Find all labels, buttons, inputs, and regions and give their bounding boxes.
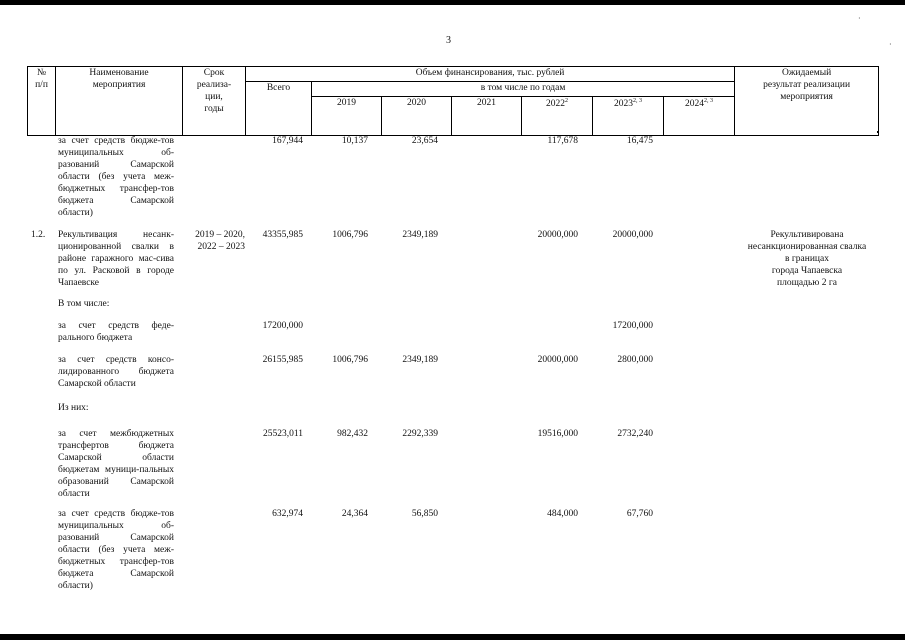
row-description: за счет средств бюдже-тов муниципальных об-разований Самарской области (без учета меж-бюджетных трансфер-тов бюджета Самарской области) [58, 136, 174, 218]
scan-speck: · [858, 14, 861, 23]
row-description: за счет средств феде-рального бюджета [58, 321, 174, 343]
header-year-2019: 2019 [312, 96, 382, 135]
cell-expected-result: Рекультивирована несанкционированная свалка в границах города Чапаевска площадью 2 га [747, 230, 867, 288]
row-description: за счет средств консо-лидированного бюджета Самарской области [58, 355, 174, 389]
page-number: 3 [446, 35, 451, 46]
column-line [877, 131, 878, 133]
header-year-2023: 2023$^{2, 3}$ [593, 96, 664, 135]
cell-total: 43355,985 [262, 230, 303, 240]
cell-total: 632,974 [272, 509, 303, 519]
cell-2019: 1006,796 [332, 355, 368, 365]
header-year-2022: 2022$^2$ [522, 96, 593, 135]
cell-total: 25523,011 [262, 429, 303, 439]
cell-2020: 2349,189 [402, 355, 438, 365]
header-year-2024: 2024$^{2, 3}$ [664, 96, 735, 135]
row-number: 1.2. [31, 230, 46, 240]
cell-2020: 56,850 [411, 509, 438, 519]
column-line [27, 131, 28, 133]
row-description: за счет межбюджетных трансфертов бюджета Самарской области бюджетам муници-пальных образований Самарской области [58, 429, 174, 499]
column-line [734, 131, 735, 133]
cell-2023: 67,760 [626, 509, 653, 519]
header-num: № п/п [28, 67, 56, 136]
cell-2022: 20000,000 [537, 230, 578, 240]
cell-2019: 24,364 [341, 509, 368, 519]
scan-speck: · [889, 40, 892, 49]
cell-2020: 2292,339 [402, 429, 438, 439]
row-description: Из них: [58, 403, 89, 413]
column-line [451, 131, 452, 133]
cell-2022: 117,678 [547, 136, 578, 146]
cell-2020: 23,654 [411, 136, 438, 146]
header-term: Срок реализа- ции, годы [183, 67, 246, 136]
cell-period: 2019 – 2020, 2022 – 2023 [195, 230, 245, 252]
column-line [663, 131, 664, 133]
cell-total: 26155,985 [262, 355, 303, 365]
cell-2019: 982,432 [337, 429, 368, 439]
cell-2022: 19516,000 [537, 429, 578, 439]
row-description: за счет средств бюдже-тов муниципальных об-разований Самарской области (без учета меж-бюджетных трансфер-тов бюджета Самарской области) [58, 509, 174, 591]
cell-total: 17200,000 [262, 321, 303, 331]
column-line [381, 131, 382, 133]
scan-top-border [0, 0, 905, 5]
cell-2023: 20000,000 [612, 230, 653, 240]
row-description: Рекультивация несанк-ционированной свалки в районе гаражного мас-сива по ул. Расковой в городе Чапаевске [58, 230, 174, 288]
header-financing: Объем финансирования, тыс. рублей [246, 67, 735, 82]
cell-2023: 16,475 [626, 136, 653, 146]
column-line [245, 131, 246, 133]
cell-2023: 2800,000 [617, 355, 653, 365]
column-line [592, 131, 593, 133]
cell-2019: 10,137 [341, 136, 368, 146]
header-result: Ожидаемый результат реализации мероприятия [735, 67, 879, 136]
cell-2023: 17200,000 [612, 321, 653, 331]
column-line [311, 131, 312, 133]
header-year-2021: 2021 [452, 96, 522, 135]
column-line [521, 131, 522, 133]
header-name: Наименование мероприятия [56, 67, 183, 136]
header-by-years: в том числе по годам [312, 81, 735, 96]
column-line [55, 131, 56, 133]
row-description: В том числе: [58, 299, 110, 309]
table-header [27, 66, 879, 136]
header-year-2020: 2020 [382, 96, 452, 135]
cell-2022: 484,000 [547, 509, 578, 519]
column-line [182, 131, 183, 133]
cell-2020: 2349,189 [402, 230, 438, 240]
cell-total: 167,944 [272, 136, 303, 146]
cell-2022: 20000,000 [537, 355, 578, 365]
header-total: Всего [246, 81, 312, 135]
cell-2019: 1006,796 [332, 230, 368, 240]
scan-bottom-border [0, 634, 905, 640]
cell-2023: 2732,240 [617, 429, 653, 439]
